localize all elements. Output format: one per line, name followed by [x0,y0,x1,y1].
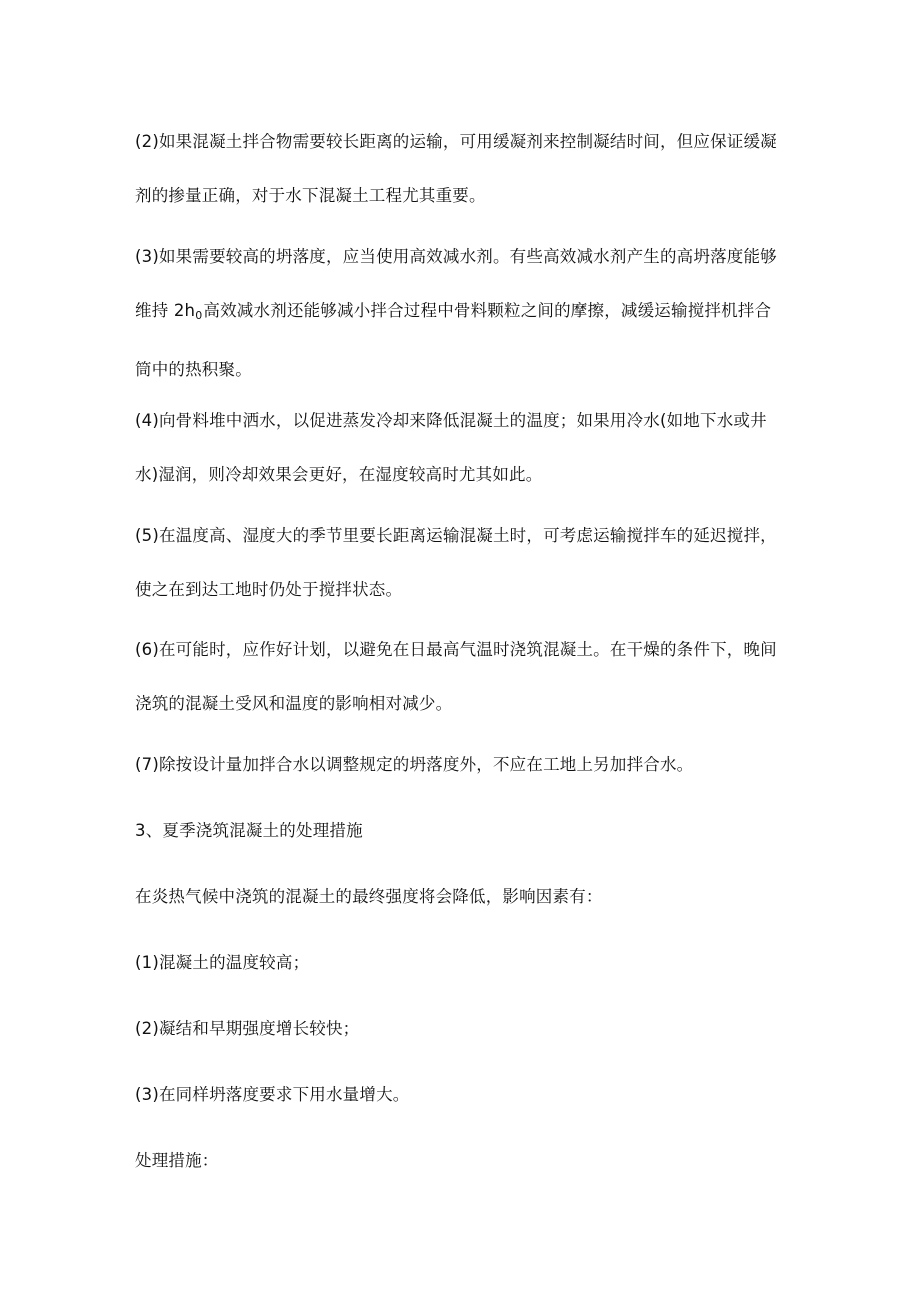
paragraph-line: 水)湿润，则冷却效果会更好，在湿度较高时尤其如此。 [135,465,543,484]
paragraph-line: 剂的掺量正确，对于水下混凝土工程尤其重要。 [135,186,486,205]
paragraph-line: (3)如果需要较高的坍落度，应当使用高效减水剂。有些高效减水剂产生的高坍落度能够 [135,247,777,266]
subscript-zero: 0 [195,309,203,322]
paragraph-line: (5)在温度高、湿度大的季节里要长距离运输混凝土时，可考虑运输搅拌车的延迟搅拌， [135,526,777,545]
factor-text: (2)凝结和早期强度增长较快； [135,1019,360,1038]
paragraph-line: 浇筑的混凝土受风和温度的影响相对减少。 [135,694,453,713]
paragraph-text: 维持 2h [135,301,196,320]
factor-item-2 [135,1002,795,1056]
paragraph-line: 使之在到达工地时仍处于搅拌状态。 [135,580,403,599]
factor-item-3 [135,1068,795,1122]
factor-item-1 [135,936,795,990]
paragraph-line [135,284,795,343]
paragraph-line: (6)在可能时，应作好计划，以避免在日最高气温时浇筑混凝土。在干燥的条件下，晚间 [135,640,777,659]
factor-text: (1)混凝土的温度较高； [135,953,310,972]
paragraph-item-4 [135,394,795,502]
paragraph-item-2 [135,115,795,223]
paragraph-item-7 [135,738,795,792]
paragraph-text: 高效减水剂还能够减小拌合过程中骨料颗粒之间的摩擦，减缓运输搅拌机拌合 [203,301,772,320]
factor-text: (3)在同样坍落度要求下用水量增大。 [135,1085,410,1104]
section-heading-text: 3、夏季浇筑混凝土的处理措施 [135,821,363,840]
paragraph-item-3 [135,230,795,397]
measures-label [135,1134,795,1188]
measures-label-text: 处理措施： [135,1151,219,1170]
section-heading [135,804,795,858]
paragraph-item-6 [135,623,795,731]
paragraph-line: 筒中的热积聚。 [135,360,252,379]
paragraph-line: (4)向骨料堆中洒水，以促进蒸发冷却来降低混凝土的温度；如果用冷水(如地下水或井 [135,411,767,430]
intro-text: 在炎热气候中浇筑的混凝土的最终强度将会降低，影响因素有： [135,887,603,906]
paragraph-line: (2)如果混凝土拌合物需要较长距离的运输，可用缓凝剂来控制凝结时间，但应保证缓凝 [135,132,777,151]
intro-paragraph [135,870,795,924]
paragraph-line: (7)除按设计量加拌合水以调整规定的坍落度外，不应在工地上另加拌合水。 [135,755,694,774]
paragraph-item-5 [135,509,795,617]
